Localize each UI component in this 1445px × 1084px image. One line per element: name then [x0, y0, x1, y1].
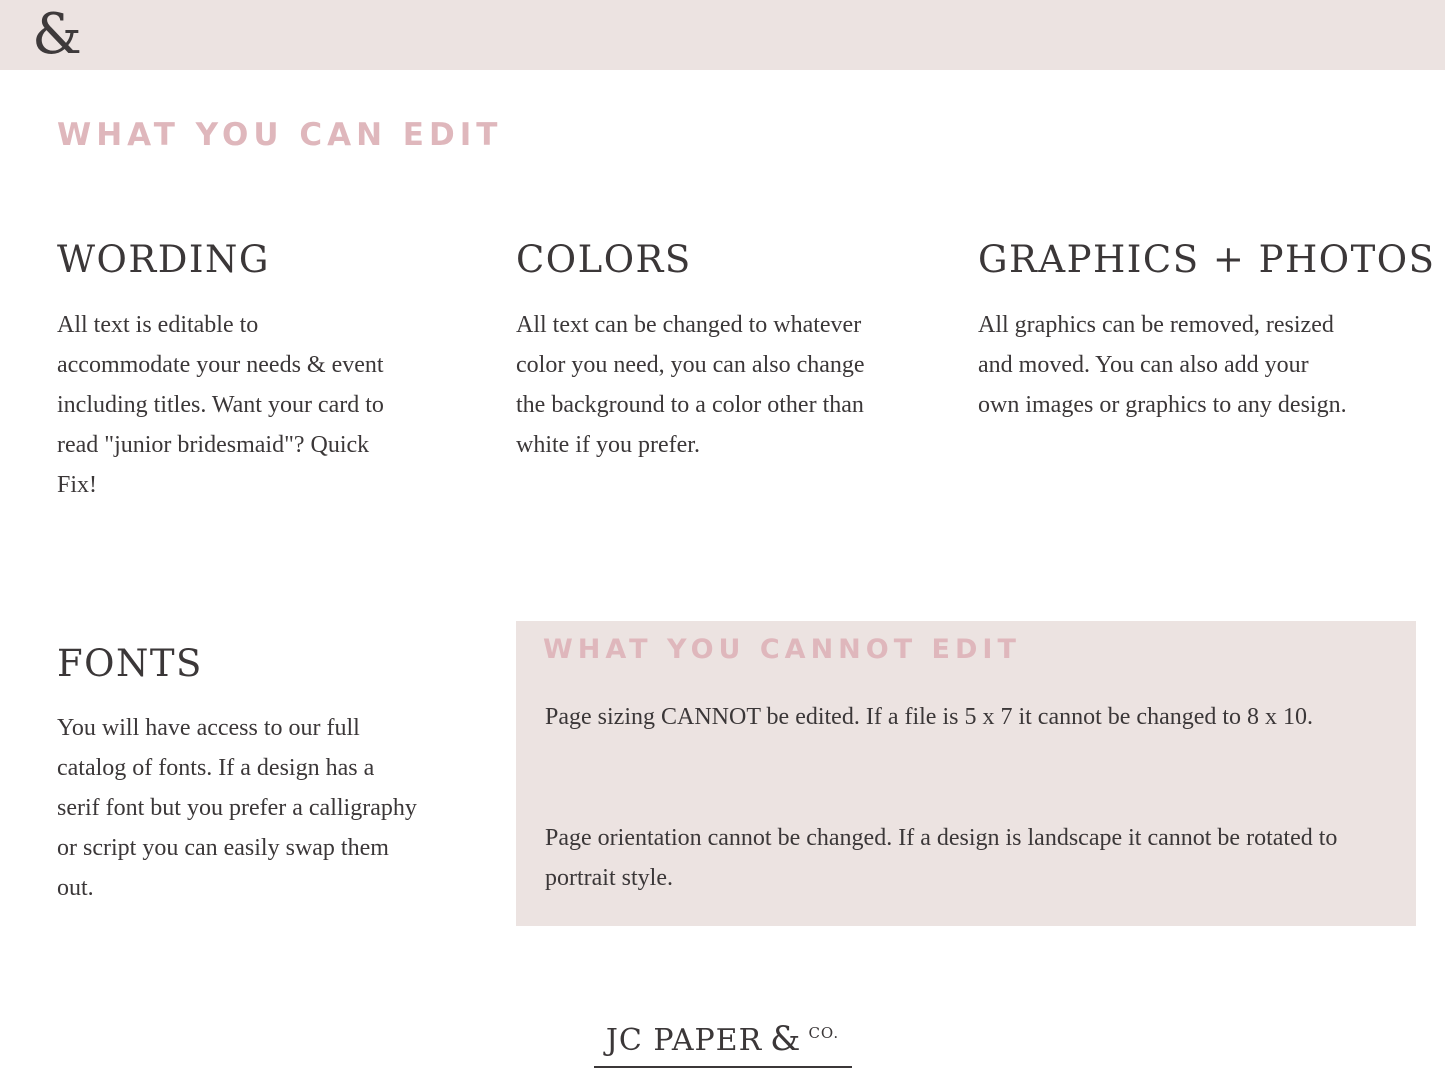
column-heading-fonts: FONTS — [57, 642, 203, 685]
ampersand-icon: & — [770, 1019, 801, 1059]
footer — [0, 1019, 1445, 1068]
column-heading-graphics-photos: GRAPHICS + PHOTOS — [978, 238, 1436, 281]
cannot-edit-panel-title: WHAT YOU CANNOT EDIT — [543, 634, 1021, 665]
column-body-graphics-photos: All graphics can be removed, resized and moved. You can also add your own images or graphics to any design. — [978, 312, 1347, 418]
column-heading-wording: WORDING — [57, 238, 270, 281]
ampersand-monogram-icon: & — [32, 2, 82, 67]
column-body-wording: All text is editable to accommodate your needs & event including titles. Want your card to read "junior bridesmaid"? Quick Fix! — [57, 312, 384, 498]
cannot-edit-paragraph-2: Page orientation cannot be changed. If a design is landscape it cannot be rotated to portrait style. — [545, 825, 1338, 891]
footer-brand-suffix: CO. — [808, 1024, 840, 1042]
column-body-fonts: You will have access to our full catalog of fonts. If a design has a serif font but you prefer a calligraphy or script you can easily swap them out. — [57, 715, 417, 901]
footer-logo — [594, 1019, 852, 1068]
column-body-colors: All text can be changed to whatever color you need, you can also change the background to a color other than white if you prefer. — [516, 312, 865, 458]
page-title: WHAT YOU CAN EDIT — [57, 117, 503, 153]
header-bar — [0, 0, 1445, 70]
column-heading-colors: COLORS — [516, 238, 692, 281]
footer-brand-name: JC PAPER — [605, 1023, 763, 1058]
cannot-edit-paragraph-1: Page sizing CANNOT be edited. If a file is 5 x 7 it cannot be changed to 8 x 10. — [545, 704, 1314, 730]
